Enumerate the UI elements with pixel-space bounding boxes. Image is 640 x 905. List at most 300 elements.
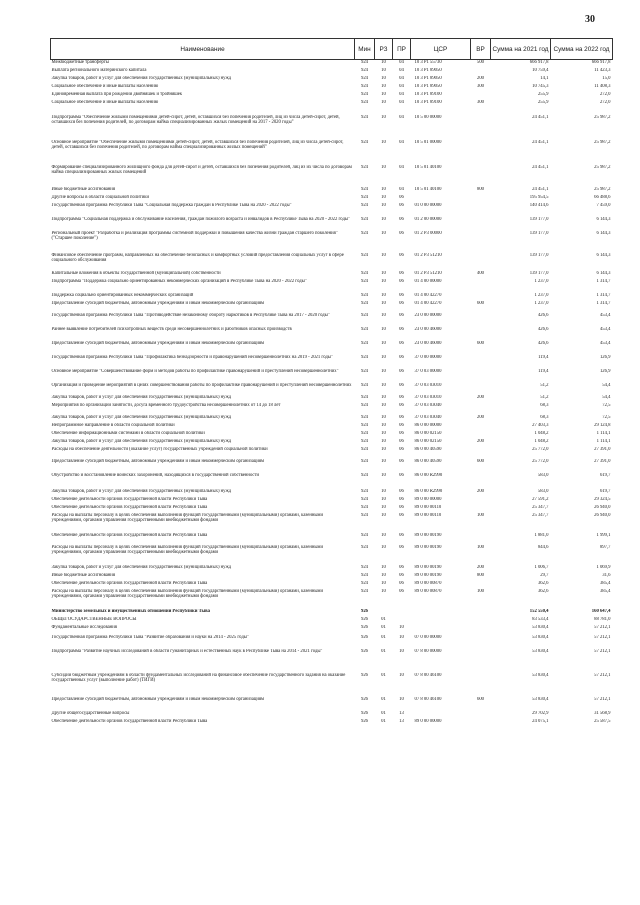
cell-subsection-code: 06 — [399, 532, 404, 538]
table-row — [51, 195, 613, 203]
cell-target-article: 86 0 00 R2990 — [414, 472, 443, 478]
cell-sum-2022: 88 781,0 — [594, 616, 611, 622]
cell-sum-2021: 255,9 — [537, 91, 549, 97]
cell-expense-type — [471, 92, 491, 100]
cell-target-article: 86 0 00 00000 — [414, 422, 442, 428]
cell-target-article: 37 0 00 00000 — [414, 354, 442, 360]
cell-sum-2021: 10 745,3 — [532, 83, 549, 89]
cell-sum-2022: 31,6 — [602, 572, 611, 578]
cell-target-article: 89 0 00 00110 — [414, 512, 442, 518]
cell-ministry-code: 924 — [360, 278, 369, 284]
table-row — [51, 711, 613, 719]
table-body — [51, 60, 613, 727]
cell-target-article: 89 0 00 00000 — [414, 496, 442, 502]
cell-name: Расходы на обеспечение деятельности (оказание услуг) государственных учреждений социальной политики — [51, 446, 268, 452]
cell-expense-type — [471, 423, 491, 431]
cell-name: Обеспечение информационными системами в области социальной политики — [51, 430, 205, 436]
table-row — [51, 187, 613, 195]
cell-name: Обеспечение деятельности органов государственной власти Республики Тыва — [51, 718, 208, 724]
cell-target-article: 37 0 03 00000 — [414, 368, 442, 374]
cell-ministry-code: 924 — [360, 572, 369, 578]
cell-sum-2022: 453,4 — [599, 340, 611, 346]
cell-section-code: 10 — [381, 394, 386, 400]
cell-subsection-code: 04 — [399, 60, 404, 65]
cell-sum-2022: 11 423,3 — [594, 67, 611, 73]
table-row — [51, 115, 613, 140]
cell-target-article: 07 8 00 46100 — [414, 696, 442, 702]
cell-sum-2021: 53 830,4 — [532, 648, 549, 654]
cell-subsection-code: 13 — [399, 710, 404, 716]
cell-subsection-code: 04 — [399, 75, 404, 81]
cell-sum-2022: 1 114,1 — [596, 438, 611, 444]
cell-ministry-code: 924 — [360, 472, 369, 478]
cell-subsection-code: 06 — [399, 202, 404, 208]
cell-ministry-code: 924 — [360, 580, 369, 586]
table-row — [51, 271, 613, 279]
table-row — [51, 92, 613, 100]
cell-target-article — [411, 711, 471, 719]
cell-sum-2022: 7 459,0 — [596, 202, 611, 208]
table-row — [51, 355, 613, 369]
cell-expense-type — [471, 203, 491, 217]
cell-subsection-code: 13 — [399, 718, 404, 724]
table-row — [51, 497, 613, 505]
cell-ministry-code: 926 — [360, 616, 369, 622]
cell-expense-type — [471, 625, 491, 635]
cell-ministry-code: 924 — [360, 312, 369, 318]
table-row — [51, 217, 613, 231]
cell-sum-2021: 1 237,0 — [534, 292, 549, 298]
cell-subsection-code: 06 — [399, 496, 404, 502]
cell-subsection-code: 06 — [399, 544, 404, 550]
table-row — [51, 719, 613, 727]
cell-subsection-code: 04 — [399, 114, 404, 120]
cell-sum-2022: 26 940,0 — [594, 504, 611, 510]
cell-expense-type: 100 — [476, 512, 485, 518]
cell-expense-type: 600 — [476, 340, 485, 346]
cell-expense-type — [471, 505, 491, 513]
cell-ministry-code: 924 — [360, 194, 369, 200]
cell-sum-2021: 24 451,1 — [532, 186, 549, 192]
cell-subsection-code: 04 — [399, 139, 404, 145]
cell-name: Государственная программа Республики Тыва "Социальная поддержка граждан в Республике Тыва на 2020 - 2022 годы" — [51, 202, 292, 208]
cell-name: Основное мероприятие "Совершенствование форм и методов работы по профилактике правонарушений и преступлений несовершеннолетних" — [51, 368, 339, 374]
table-row — [51, 439, 613, 447]
cell-name: Другие вопросы в области социальной политики — [51, 194, 150, 200]
cell-target-article: 01 0 00 00000 — [414, 202, 442, 208]
cell-section-code: 10 — [381, 422, 386, 428]
table-header-row — [51, 39, 613, 60]
table-row — [51, 545, 613, 565]
cell-name: Обустройство и восстановление воинских захоронений, находящихся в государственной собственности — [51, 472, 260, 478]
cell-name: Организация и проведение мероприятий в целях совершенствования работы по профилактике правонарушений и преступлений несовершеннолетних — [51, 382, 352, 388]
cell-subsection-code: 10 — [399, 634, 404, 640]
cell-subsection-code: 04 — [399, 99, 404, 105]
cell-ministry-code: 924 — [360, 67, 369, 73]
cell-ministry-code: 924 — [360, 270, 369, 276]
table-row — [51, 581, 613, 589]
table-row — [51, 513, 613, 533]
cell-section-code — [375, 609, 393, 617]
cell-target-article: 23 0 00 46000 — [414, 340, 442, 346]
cell-subsection-code: 10 — [399, 696, 404, 702]
cell-sum-2021: 140 414,6 — [529, 202, 549, 208]
cell-sum-2022: 1 314,7 — [596, 300, 611, 306]
cell-sum-2021: 844,6 — [537, 544, 549, 550]
table-row — [51, 573, 613, 581]
cell-sum-2021: 24 075,1 — [532, 718, 549, 724]
cell-expense-type — [471, 217, 491, 231]
cell-sum-2021: 68,3 — [540, 414, 549, 420]
cell-name: Предоставление субсидий бюджетным, автономным учреждениям и иным некоммерческим организациям — [51, 300, 264, 306]
cell-sum-2021: 53 830,4 — [532, 672, 549, 678]
cell-ministry-code: 924 — [360, 326, 369, 332]
table-row — [51, 459, 613, 473]
cell-name: Межбюджетные трансферты — [51, 60, 109, 65]
cell-subsection-code: 06 — [399, 368, 404, 374]
cell-sum-2021: 14,1 — [540, 75, 549, 81]
page-number: 30 — [585, 14, 595, 25]
cell-sum-2021: 24 451,1 — [532, 114, 549, 120]
cell-target-article: 23 0 00 00000 — [414, 312, 442, 318]
cell-section-code: 10 — [381, 278, 386, 284]
cell-section-code: 10 — [381, 446, 386, 452]
cell-sum-2022: 57 212,1 — [594, 624, 611, 630]
cell-name: Другие общегосударственные вопросы — [51, 710, 130, 716]
cell-target-article: 89 0 00 00190 — [414, 572, 442, 578]
cell-sum-2021: 583,0 — [537, 488, 549, 494]
cell-section-code: 10 — [381, 202, 386, 208]
cell-expense-type: 200 — [476, 75, 485, 81]
cell-target-article: 89 0 00 00190 — [414, 544, 442, 550]
cell-ministry-code: 924 — [360, 588, 369, 594]
cell-sum-2022: 27 391,0 — [594, 446, 611, 452]
cell-section-code: 10 — [381, 194, 386, 200]
table-row — [51, 383, 613, 395]
cell-target-article: 10 5 01 00000 — [414, 139, 442, 145]
table-row — [51, 617, 613, 625]
cell-subsection-code: 06 — [399, 194, 404, 200]
cell-section-code: 01 — [381, 710, 386, 716]
cell-sum-2022: 272,0 — [599, 91, 611, 97]
cell-sum-2022: 25 987,2 — [594, 114, 611, 120]
cell-subsection-code: 06 — [399, 414, 404, 420]
cell-target-article: 10 5 01 40100 — [414, 186, 442, 192]
cell-sum-2022: 11 408,3 — [594, 83, 611, 89]
cell-expense-type — [471, 711, 491, 719]
cell-name: Государственная программа Республики Тыва "Профилактика безнадзорности и правонарушений несовершеннолетних на 2019 - 2021 годы" — [51, 354, 333, 360]
cell-expense-type — [471, 497, 491, 505]
cell-section-code: 01 — [381, 624, 386, 630]
cell-target-article: 89 0 00 00870 — [414, 588, 442, 594]
cell-sum-2022: 619,7 — [599, 488, 611, 494]
cell-subsection-code: 06 — [399, 422, 404, 428]
cell-sum-2021: 25 772,0 — [532, 458, 549, 464]
cell-name: Субсидии бюджетным учреждениям в области фундаментальных исследований на финансовое обеспечение государственного задания на оказание государственных услуг (выполнение работ) (ТИГИ) — [51, 672, 346, 683]
cell-subsection-code: 04 — [399, 164, 404, 170]
cell-sum-2022: 6 144,3 — [596, 270, 611, 276]
cell-subsection-code: 06 — [399, 326, 404, 332]
cell-expense-type: 400 — [476, 270, 485, 276]
cell-ministry-code: 924 — [360, 414, 369, 420]
table-row — [51, 140, 613, 165]
cell-sum-2022: 619,7 — [599, 472, 611, 478]
cell-name: Единовременная выплата при рождении двойняшек и тройняшек — [51, 91, 183, 97]
cell-ministry-code: 924 — [360, 114, 369, 120]
cell-section-code: 10 — [381, 472, 386, 478]
cell-name: Предоставление субсидий бюджетным, автономным учреждениям и иным некоммерческим организациям — [51, 458, 264, 464]
cell-sum-2021: 139 177,0 — [529, 230, 549, 236]
cell-target-article: 10 3 P1 89050 — [414, 83, 442, 89]
table-row — [51, 165, 613, 187]
table-row — [51, 649, 613, 673]
header-csr: ЦСР — [411, 39, 471, 60]
cell-name: Расходы на выплаты персоналу в целях обеспечения выполнения функций государственными (муниципальными) органами, казенными учреждениями, органами управления государственными внебюджетными фондами — [51, 512, 323, 523]
cell-ministry-code: 926 — [360, 634, 369, 640]
cell-name: Подпрограмма "Социальная поддержка и обслуживание населения, граждан пожилого возраста и инвалидов в Республике Тыва на 2020 - 2022 годы" — [51, 216, 350, 222]
cell-sum-2022: 1 069,9 — [596, 564, 611, 570]
table-row — [51, 589, 613, 609]
table-row — [51, 565, 613, 573]
cell-expense-type — [471, 533, 491, 545]
cell-target-article: 10 3 P1 89100 — [414, 91, 442, 97]
cell-section-code: 01 — [381, 648, 386, 654]
cell-expense-type — [471, 609, 491, 617]
table-row — [51, 313, 613, 327]
cell-expense-type: 300 — [476, 99, 485, 105]
table-row — [51, 697, 613, 711]
cell-subsection-code: 10 — [399, 672, 404, 678]
cell-ministry-code: 924 — [360, 496, 369, 502]
table-row — [51, 60, 613, 68]
cell-target-article: 89 0 00 00870 — [414, 580, 442, 586]
cell-expense-type — [471, 473, 491, 489]
cell-subsection-code: 06 — [399, 216, 404, 222]
cell-expense-type — [471, 649, 491, 673]
cell-name: Основное мероприятие "Обеспечение жилыми помещениями детей-сирот, детей, оставшихся без попечения родителей, лиц из числа детей-сирот, детей, оставшихся без попечения родителей, по договорам найма специализированных жилых помещений" — [51, 139, 344, 150]
cell-section-code: 01 — [381, 634, 386, 640]
cell-sum-2022: 25 987,2 — [594, 139, 611, 145]
cell-sum-2022: 385,4 — [599, 588, 611, 594]
cell-subsection-code: 04 — [399, 91, 404, 97]
cell-name: Закупка товаров, работ и услуг для обеспечения государственных (муниципальных) нужд — [51, 414, 232, 420]
cell-ministry-code: 926 — [360, 718, 369, 724]
cell-ministry-code: 924 — [360, 544, 369, 550]
cell-section-code: 10 — [381, 438, 386, 444]
cell-ministry-code: 924 — [360, 458, 369, 464]
cell-ministry-code: 924 — [360, 75, 369, 81]
cell-sum-2022: 272,0 — [599, 99, 611, 105]
cell-target-article: 86 0 00 40590 — [414, 446, 442, 452]
cell-expense-type — [471, 279, 491, 293]
cell-sum-2022: 6 144,3 — [596, 252, 611, 258]
cell-sum-2022: 29 124,8 — [594, 422, 611, 428]
cell-section-code: 10 — [381, 230, 386, 236]
cell-ministry-code: 924 — [360, 202, 369, 208]
header-pr: ПР — [393, 39, 411, 60]
cell-expense-type: 200 — [476, 394, 485, 400]
cell-name: Государственная программа Республики Тыва "Противодействие незаконному обороту наркотиков в Республике Тыва на 2017 - 2020 годы" — [51, 312, 330, 318]
cell-name: Социальное обеспечение и иные выплаты населению — [51, 83, 159, 89]
cell-sum-2022: 25 987,2 — [594, 186, 611, 192]
cell-target-article: 89 0 00 00000 — [414, 718, 442, 724]
cell-target-article: 10 5 00 00000 — [414, 114, 442, 120]
cell-subsection-code: 06 — [399, 488, 404, 494]
cell-section-code: 01 — [381, 696, 386, 702]
cell-section-code: 10 — [381, 544, 386, 550]
cell-target-article: 37 0 03 03040 — [414, 402, 442, 408]
cell-subsection-code — [393, 609, 411, 617]
cell-name: Обеспечение деятельности органов государственной власти Республики Тыва — [51, 504, 208, 510]
cell-sum-2022: 72,5 — [602, 414, 611, 420]
cell-sum-2021: 139 177,0 — [529, 216, 549, 222]
cell-section-code: 10 — [381, 402, 386, 408]
cell-expense-type — [471, 140, 491, 165]
table-row — [51, 293, 613, 301]
cell-ministry-code: 924 — [360, 139, 369, 145]
cell-name: Подпрограмма "Обеспечение жилыми помещениями детей-сирот, детей, оставшихся без попечения родителей, лиц из числа детей-сирот, детей, оставшихся без попечения родителей, по договорам найма специализированных жилых помещений на 2017 - 2020 годы" — [51, 114, 340, 125]
cell-sum-2021: 152 550,4 — [529, 608, 549, 614]
cell-ministry-code: 924 — [360, 340, 369, 346]
cell-expense-type: 100 — [476, 588, 485, 594]
cell-section-code: 10 — [381, 512, 386, 518]
cell-sum-2022: 72,5 — [602, 402, 611, 408]
cell-section-code: 10 — [381, 354, 386, 360]
cell-subsection-code: 06 — [399, 472, 404, 478]
cell-sum-2021: 426,6 — [537, 340, 549, 346]
cell-sum-2021: 68,3 — [540, 402, 549, 408]
cell-target-article: 37 0 03 03010 — [414, 382, 442, 388]
cell-name: Региональный проект "Разработка и реализация программы системной поддержки и повышения качества жизни граждан старшего поколения" ("Старшее поколение") — [51, 230, 338, 241]
cell-sum-2021: 24 451,1 — [532, 139, 549, 145]
cell-sum-2021: 51,2 — [540, 394, 549, 400]
cell-sum-2022: 27 391,0 — [594, 458, 611, 464]
cell-section-code: 10 — [381, 430, 386, 436]
cell-ministry-code: 924 — [360, 488, 369, 494]
cell-ministry-code: 924 — [360, 446, 369, 452]
table-row — [51, 415, 613, 423]
cell-target-article — [411, 625, 471, 635]
cell-target-article: 37 0 03 03010 — [414, 394, 442, 400]
cell-target-article: 10 3 P1 89100 — [414, 99, 442, 105]
cell-sum-2022: 25 987,2 — [594, 164, 611, 170]
cell-section-code: 10 — [381, 75, 386, 81]
cell-sum-2021: 51,2 — [540, 382, 549, 388]
cell-ministry-code: 924 — [360, 91, 369, 97]
cell-sum-2021: 1 048,2 — [534, 438, 549, 444]
cell-sum-2021: 583,0 — [537, 472, 549, 478]
cell-section-code: 10 — [381, 326, 386, 332]
cell-expense-type — [471, 253, 491, 271]
cell-sum-2021: 1 881,0 — [534, 532, 549, 538]
cell-section-code: 10 — [381, 496, 386, 502]
cell-subsection-code: 06 — [399, 292, 404, 298]
cell-sum-2021: 362,6 — [537, 588, 549, 594]
cell-name: Иные бюджетные ассигнования — [51, 186, 115, 192]
cell-target-article: 86 0 00 R2990 — [414, 488, 443, 494]
cell-section-code: 10 — [381, 270, 386, 276]
cell-section-code: 01 — [381, 616, 386, 622]
cell-expense-type: 200 — [476, 488, 485, 494]
cell-name: Министерство земельных и имущественных отношений Республики Тыва — [51, 608, 210, 614]
cell-target-article — [411, 609, 471, 617]
cell-ministry-code: 924 — [360, 504, 369, 510]
cell-section-code: 10 — [381, 382, 386, 388]
cell-expense-type — [471, 68, 491, 76]
cell-subsection-code: 06 — [399, 394, 404, 400]
cell-sum-2021: 362,6 — [537, 580, 549, 586]
table-row — [51, 369, 613, 383]
cell-subsection-code: 06 — [399, 438, 404, 444]
table-row — [51, 84, 613, 92]
cell-name: Предоставление субсидий бюджетным, автономным учреждениям и иным некоммерческим организациям — [51, 340, 264, 346]
cell-section-code: 10 — [381, 368, 386, 374]
cell-section-code: 10 — [381, 312, 386, 318]
table-row — [51, 447, 613, 459]
cell-subsection-code: 10 — [399, 624, 404, 630]
cell-sum-2022: 453,4 — [599, 312, 611, 318]
cell-section-code: 10 — [381, 83, 386, 89]
cell-target-article: 01 2 P3 51210 — [414, 252, 442, 258]
cell-ministry-code: 926 — [360, 710, 369, 716]
cell-subsection-code: 06 — [399, 430, 404, 436]
cell-sum-2021: 25 347,7 — [532, 504, 549, 510]
cell-name: Закупка товаров, работ и услуг для обеспечения государственных (муниципальных) нужд — [51, 438, 232, 444]
cell-ministry-code: 924 — [360, 422, 369, 428]
header-min: Мин — [355, 39, 375, 60]
cell-target-article — [411, 617, 471, 625]
cell-sum-2022: 66 488,6 — [594, 194, 611, 200]
cell-name: Обеспечение деятельности органов государственной власти Республики Тыва — [51, 580, 208, 586]
cell-subsection-code: 04 — [399, 67, 404, 73]
cell-ministry-code: 924 — [360, 99, 369, 105]
table-row — [51, 203, 613, 217]
cell-section-code: 10 — [381, 216, 386, 222]
cell-ministry-code: 926 — [360, 624, 369, 630]
cell-sum-2021: 139 177,0 — [529, 270, 549, 276]
cell-name: Формирование специализированного жилищного фонда для детей-сирот и детей, оставшихся без попечения родителей, лиц из их числа по договорам найма специализированных жилых помещений — [51, 164, 352, 175]
table-row — [51, 253, 613, 271]
cell-section-code: 10 — [381, 340, 386, 346]
cell-expense-type — [471, 231, 491, 253]
cell-target-article: 01 2 P3 51210 — [414, 270, 442, 276]
cell-sum-2021: 1 048,2 — [534, 430, 549, 436]
cell-expense-type — [471, 447, 491, 459]
cell-subsection-code — [393, 617, 411, 625]
cell-sum-2022: 57 212,1 — [594, 696, 611, 702]
cell-sum-2021: 53 830,4 — [532, 624, 549, 630]
cell-section-code: 10 — [381, 252, 386, 258]
cell-name: Закупка товаров, работ и услуг для обеспечения государственных (муниципальных) нужд — [51, 488, 232, 494]
cell-sum-2022: 31 568,9 — [594, 710, 611, 716]
table-row — [51, 431, 613, 439]
cell-name: Финансовое обеспечение программ, направленных на обеспечение безопасных и комфортных условий предоставления социальных услуг в сфере социального обслуживания — [51, 252, 344, 263]
cell-sum-2022: 126,9 — [599, 354, 611, 360]
cell-sum-2022: 15,0 — [602, 75, 611, 81]
cell-sum-2021: 27 403,3 — [532, 422, 549, 428]
cell-expense-type — [471, 115, 491, 140]
cell-subsection-code: 06 — [399, 512, 404, 518]
cell-name: Подпрограмма "Развитие научных исследований в области гуманитарных и естественных наук в Республике Тыва на 2014 - 2021 годы" — [51, 648, 323, 654]
cell-subsection-code: 06 — [399, 230, 404, 236]
cell-target-article: 10 5 01 40100 — [414, 164, 442, 170]
cell-ministry-code: 924 — [360, 368, 369, 374]
cell-target-article: 01 4 00 42270 — [414, 292, 442, 298]
header-sum-2022: Сумма на 2022 год — [551, 39, 613, 60]
cell-expense-type: 200 — [476, 438, 485, 444]
cell-subsection-code: 04 — [399, 186, 404, 192]
cell-subsection-code: 06 — [399, 270, 404, 276]
